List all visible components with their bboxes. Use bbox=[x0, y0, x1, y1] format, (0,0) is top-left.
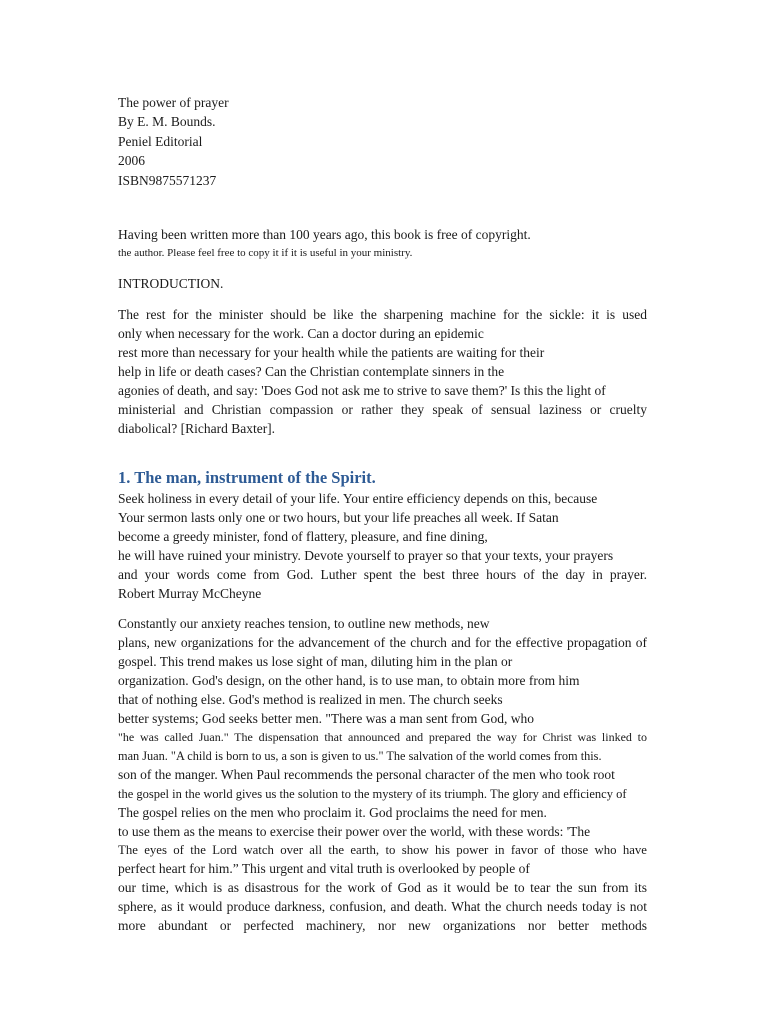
chapter-line: plans, new organizations for the advancement of the church and for the effective propagation of bbox=[118, 635, 647, 650]
chapter-line: sphere, as it would produce darkness, confusion, and death. What the church needs today is not bbox=[118, 899, 647, 914]
book-year: 2006 bbox=[118, 153, 145, 168]
chapter-line: The eyes of the Lord watch over all the earth, to show his power in favor of those who have bbox=[118, 843, 647, 857]
chapter-line: perfect heart for him.” This urgent and vital truth is overlooked by people of bbox=[118, 861, 530, 876]
chapter-line: he will have ruined your ministry. Devote yourself to prayer so that your texts, your prayers bbox=[118, 548, 614, 563]
chapter-line: Your sermon lasts only one or two hours, but your life preaches all week. If Satan bbox=[118, 510, 559, 525]
chapter-line: and your words come from God. Luther spent the best three hours of the day in prayer. bbox=[118, 567, 647, 582]
chapter-line: to use them as the means to exercise their power over the world, with these words: 'The bbox=[118, 824, 591, 839]
chapter-line: become a greedy minister, fond of flattery, pleasure, and fine dining, bbox=[118, 529, 488, 544]
chapter-line: better systems; God seeks better men. "There was a man sent from God, who bbox=[118, 711, 535, 726]
chapter-line: that of nothing else. God's method is realized in men. The church seeks bbox=[118, 692, 503, 707]
chapter-line: The gospel relies on the men who proclaim it. God proclaims the need for men. bbox=[118, 805, 547, 820]
chapter-line: son of the manger. When Paul recommends the personal character of the men who took root bbox=[118, 767, 615, 782]
intro-line: help in life or death cases? Can the Christian contemplate sinners in the bbox=[118, 364, 505, 379]
chapter-line: gospel. This trend makes us lose sight of man, diluting him in the plan or bbox=[118, 654, 513, 669]
intro-line: ministerial and Christian compassion or rather they speak of sensual laziness or cruelty bbox=[118, 402, 647, 417]
book-publisher: Peniel Editorial bbox=[118, 134, 203, 149]
book-author: By E. M. Bounds. bbox=[118, 114, 216, 129]
chapter-line: Constantly our anxiety reaches tension, to outline new methods, new bbox=[118, 616, 490, 631]
chapter-line: Robert Murray McCheyne bbox=[118, 586, 262, 601]
introduction-heading: INTRODUCTION. bbox=[118, 276, 224, 291]
chapter-line: "he was called Juan." The dispensation that announced and prepared the way for Christ was linked to bbox=[118, 730, 647, 744]
copyright-note: the author. Please feel free to copy it if it is useful in your ministry. bbox=[118, 247, 413, 259]
intro-line: The rest for the minister should be like the sharpening machine for the sickle: it is used bbox=[118, 307, 647, 322]
book-title: The power of prayer bbox=[118, 95, 229, 110]
intro-line: rest more than necessary for your health while the patients are waiting for their bbox=[118, 345, 545, 360]
intro-line: agonies of death, and say: 'Does God not ask me to strive to save them?' Is this the light of bbox=[118, 383, 606, 398]
chapter-heading: 1. The man, instrument of the Spirit. bbox=[118, 468, 376, 487]
chapter-line: man Juan. "A child is born to us, a son is given to us." The salvation of the world comes from this. bbox=[118, 749, 602, 763]
intro-line: only when necessary for the work. Can a doctor during an epidemic bbox=[118, 326, 484, 341]
chapter-line: Seek holiness in every detail of your life. Your entire efficiency depends on this, because bbox=[118, 491, 598, 506]
copyright-line: Having been written more than 100 years ago, this book is free of copyright. bbox=[118, 227, 531, 242]
chapter-line: organization. God's design, on the other hand, is to use man, to obtain more from him bbox=[118, 673, 580, 688]
intro-line: diabolical? [Richard Baxter]. bbox=[118, 421, 276, 436]
chapter-line: more abundant or perfected machinery, nor new organizations nor better methods bbox=[118, 918, 647, 933]
chapter-line: our time, which is as disastrous for the work of God as it would be to tear the sun from its bbox=[118, 880, 647, 895]
book-isbn: ISBN9875571237 bbox=[118, 173, 217, 188]
chapter-line: the gospel in the world gives us the solution to the mystery of its triumph. The glory and efficiency of bbox=[118, 787, 627, 801]
